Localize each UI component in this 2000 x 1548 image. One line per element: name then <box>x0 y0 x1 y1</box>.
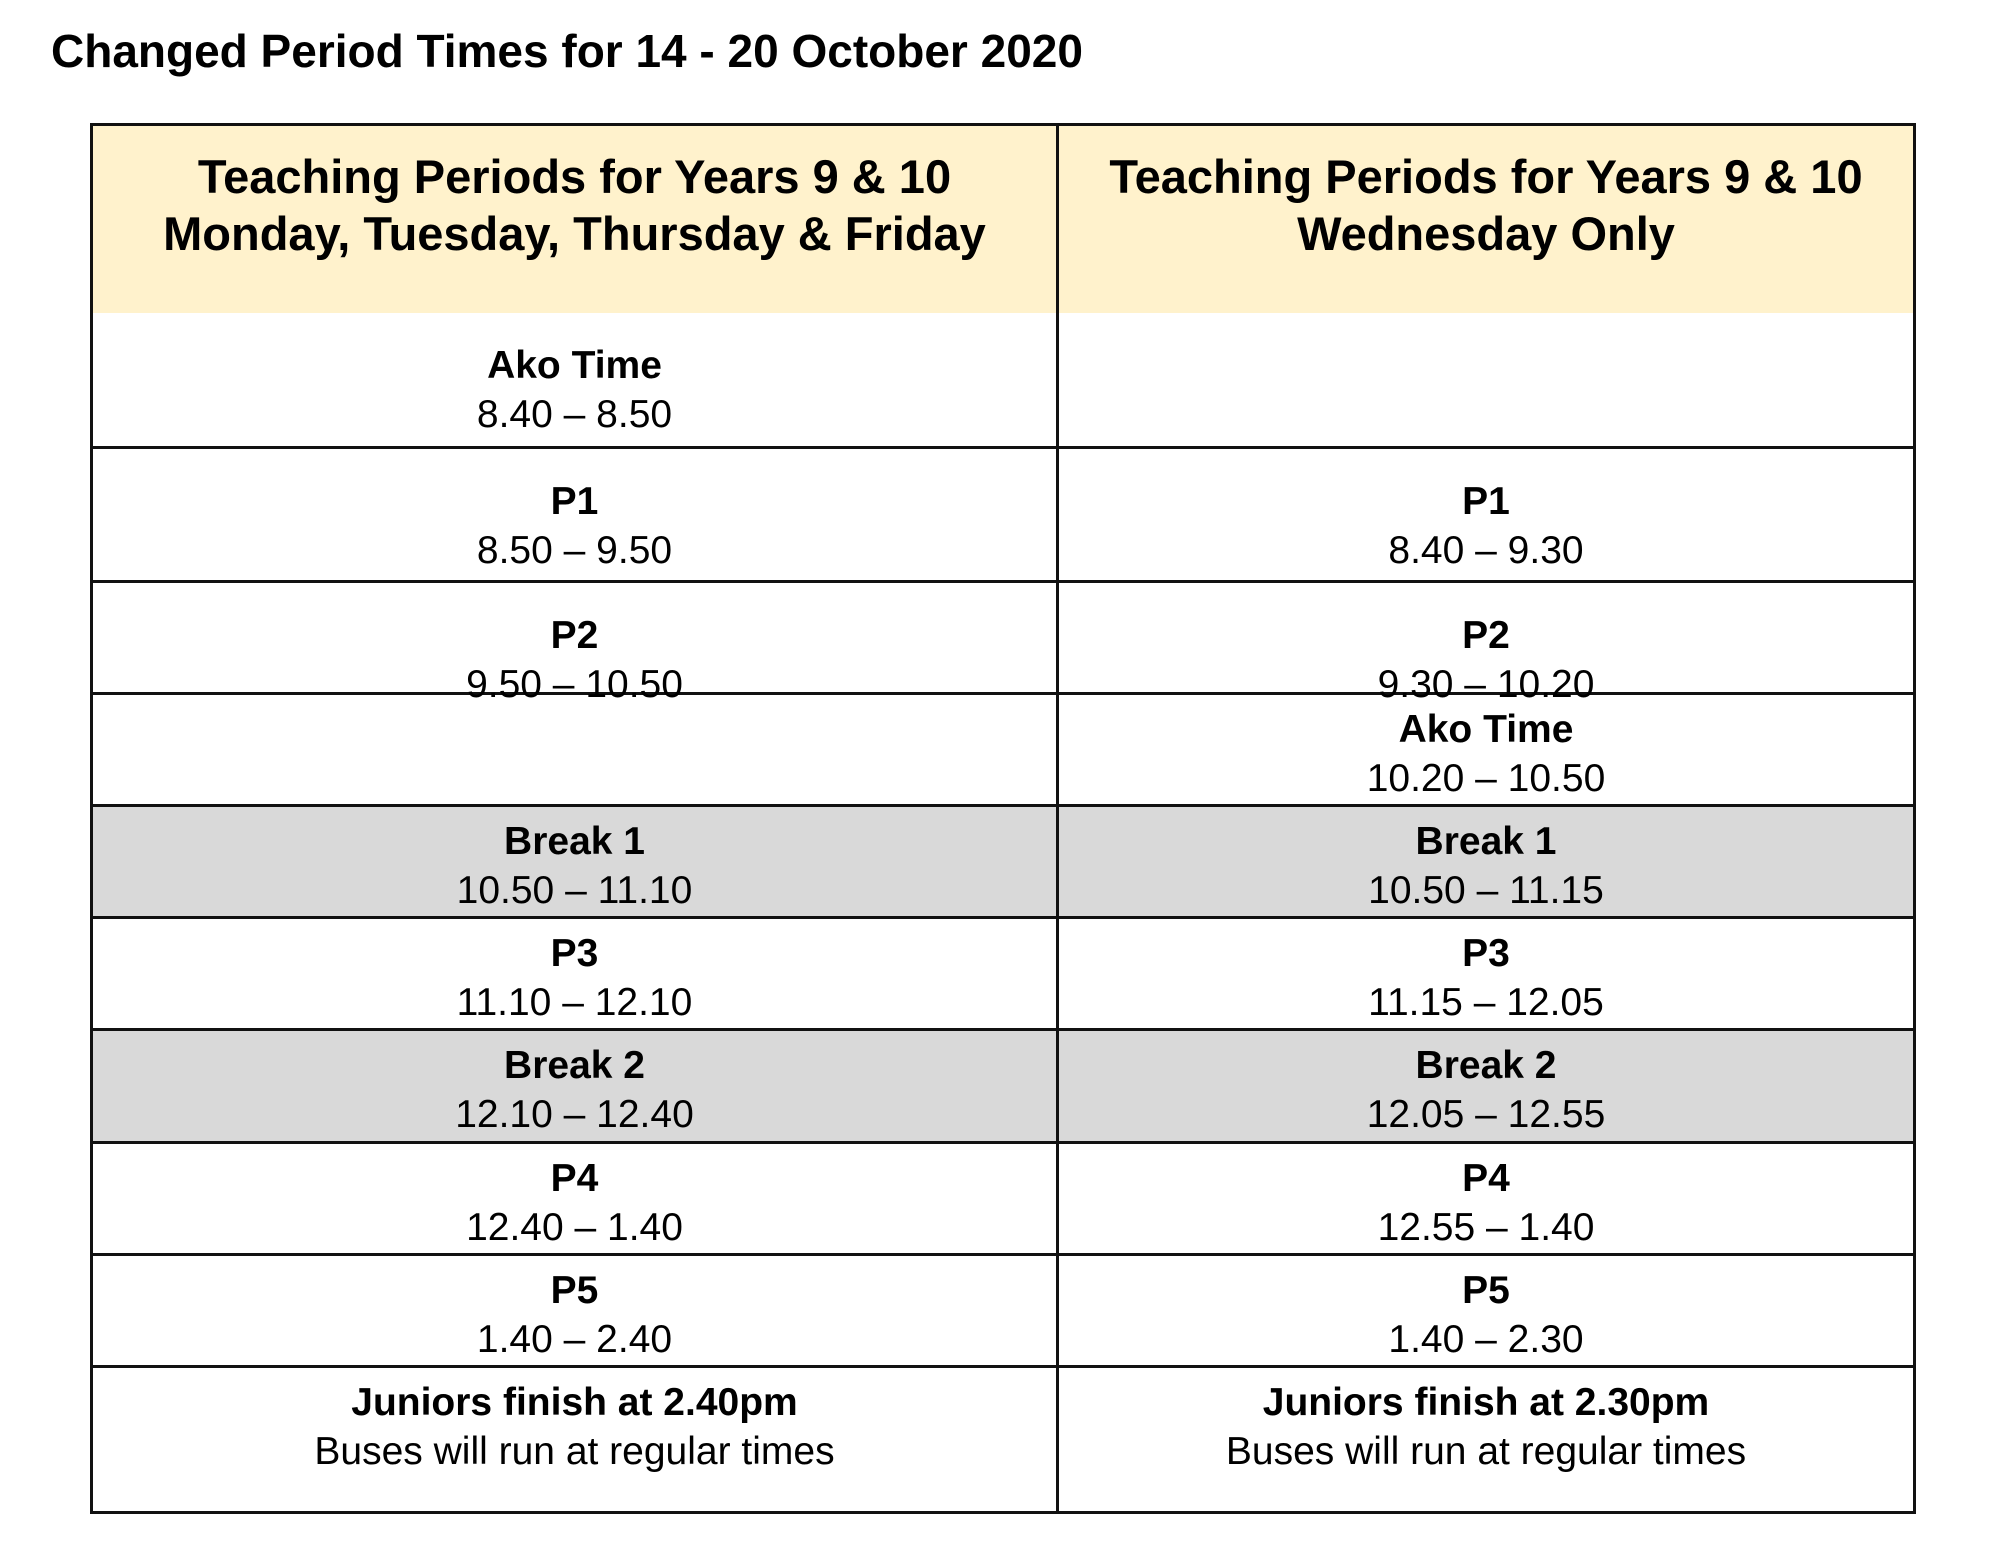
header-line: Monday, Tuesday, Thursday & Friday <box>163 207 986 260</box>
table-row <box>93 446 1913 580</box>
table-cell-left <box>93 1144 1059 1253</box>
table-cell-left <box>93 1368 1059 1511</box>
table-cell-right <box>1059 807 1913 916</box>
period-time: 12.55 – 1.40 <box>1377 1206 1595 1249</box>
table-cell-right <box>1059 1256 1913 1365</box>
table-row <box>93 1141 1913 1253</box>
period-time: 10.20 – 10.50 <box>1366 757 1606 800</box>
period-time: Buses will run at regular times <box>314 1430 835 1473</box>
period-label: Break 2 <box>1415 1044 1557 1087</box>
page-title: Changed Period Times for 14 - 20 October 2020 <box>51 25 1083 77</box>
period-time: 12.40 – 1.40 <box>466 1206 683 1249</box>
table-cell-left <box>93 583 1059 706</box>
period-label: P1 <box>550 480 599 523</box>
table-cell-left <box>93 695 1059 804</box>
header-line: Teaching Periods for Years 9 & 10 <box>1109 150 1863 203</box>
table-cell-right <box>1059 583 1913 706</box>
header-line: Teaching Periods for Years 9 & 10 <box>197 150 952 203</box>
period-time: 1.40 – 2.40 <box>476 1318 673 1361</box>
period-time: 11.10 – 12.10 <box>456 981 693 1024</box>
period-label: Break 2 <box>504 1044 645 1087</box>
table-cell-right <box>1059 313 1913 446</box>
table-cell-left <box>93 919 1059 1028</box>
table-cell-left <box>93 313 1059 446</box>
period-time: 12.10 – 12.40 <box>455 1093 694 1136</box>
period-label: P4 <box>550 1157 599 1200</box>
table-cell-right <box>1059 919 1913 1028</box>
table-cell-left <box>93 807 1059 916</box>
period-time: Buses will run at regular times <box>1225 1430 1747 1473</box>
table-row <box>93 804 1913 916</box>
table-row <box>93 692 1913 804</box>
header-cell-mon-tue-thu-fri <box>93 126 1059 313</box>
period-label: Break 1 <box>1415 820 1557 863</box>
period-time: 9.30 – 10.20 <box>1377 663 1595 706</box>
period-label: P5 <box>550 1269 599 1312</box>
period-time: 10.50 – 11.15 <box>1368 869 1604 912</box>
table-row <box>93 1253 1913 1365</box>
period-label: Ako Time <box>487 344 662 387</box>
period-label: P4 <box>1462 1157 1510 1200</box>
period-times-table <box>90 123 1916 1514</box>
table-cell-right <box>1059 695 1913 804</box>
table-cell-right <box>1059 1144 1913 1253</box>
table-cell-right <box>1059 1031 1913 1141</box>
period-label: P3 <box>1462 932 1510 975</box>
period-label: Juniors finish at 2.30pm <box>1262 1381 1710 1424</box>
period-time: 8.40 – 9.30 <box>1388 529 1584 572</box>
table-row <box>93 313 1913 446</box>
period-label: P2 <box>1462 614 1510 657</box>
table-row <box>93 1028 1913 1141</box>
table-header-row <box>93 126 1913 313</box>
period-time: 9.50 – 10.50 <box>466 663 683 706</box>
period-time: 10.50 – 11.10 <box>456 869 693 912</box>
period-time: 11.15 – 12.05 <box>1368 981 1604 1024</box>
period-label: Juniors finish at 2.40pm <box>351 1381 798 1424</box>
table-cell-left <box>93 449 1059 580</box>
period-label: Break 1 <box>504 820 645 863</box>
period-label: P1 <box>1462 480 1510 523</box>
table-cell-right <box>1059 1368 1913 1511</box>
table-cell-left <box>93 1256 1059 1365</box>
period-label: P3 <box>550 932 599 975</box>
table-cell-left <box>93 1031 1059 1141</box>
period-time: 1.40 – 2.30 <box>1388 1318 1584 1361</box>
period-label: P2 <box>550 614 599 657</box>
table-row <box>93 580 1913 706</box>
header-line: Wednesday Only <box>1297 207 1675 260</box>
table-cell-right <box>1059 449 1913 580</box>
period-label: Ako Time <box>1398 708 1574 751</box>
header-cell-wednesday <box>1059 126 1913 313</box>
period-time: 8.40 – 8.50 <box>476 393 673 436</box>
period-label: P5 <box>1462 1269 1510 1312</box>
table-row <box>93 1365 1913 1511</box>
table-row <box>93 916 1913 1028</box>
period-time: 8.50 – 9.50 <box>476 529 673 572</box>
period-time: 12.05 – 12.55 <box>1366 1093 1606 1136</box>
